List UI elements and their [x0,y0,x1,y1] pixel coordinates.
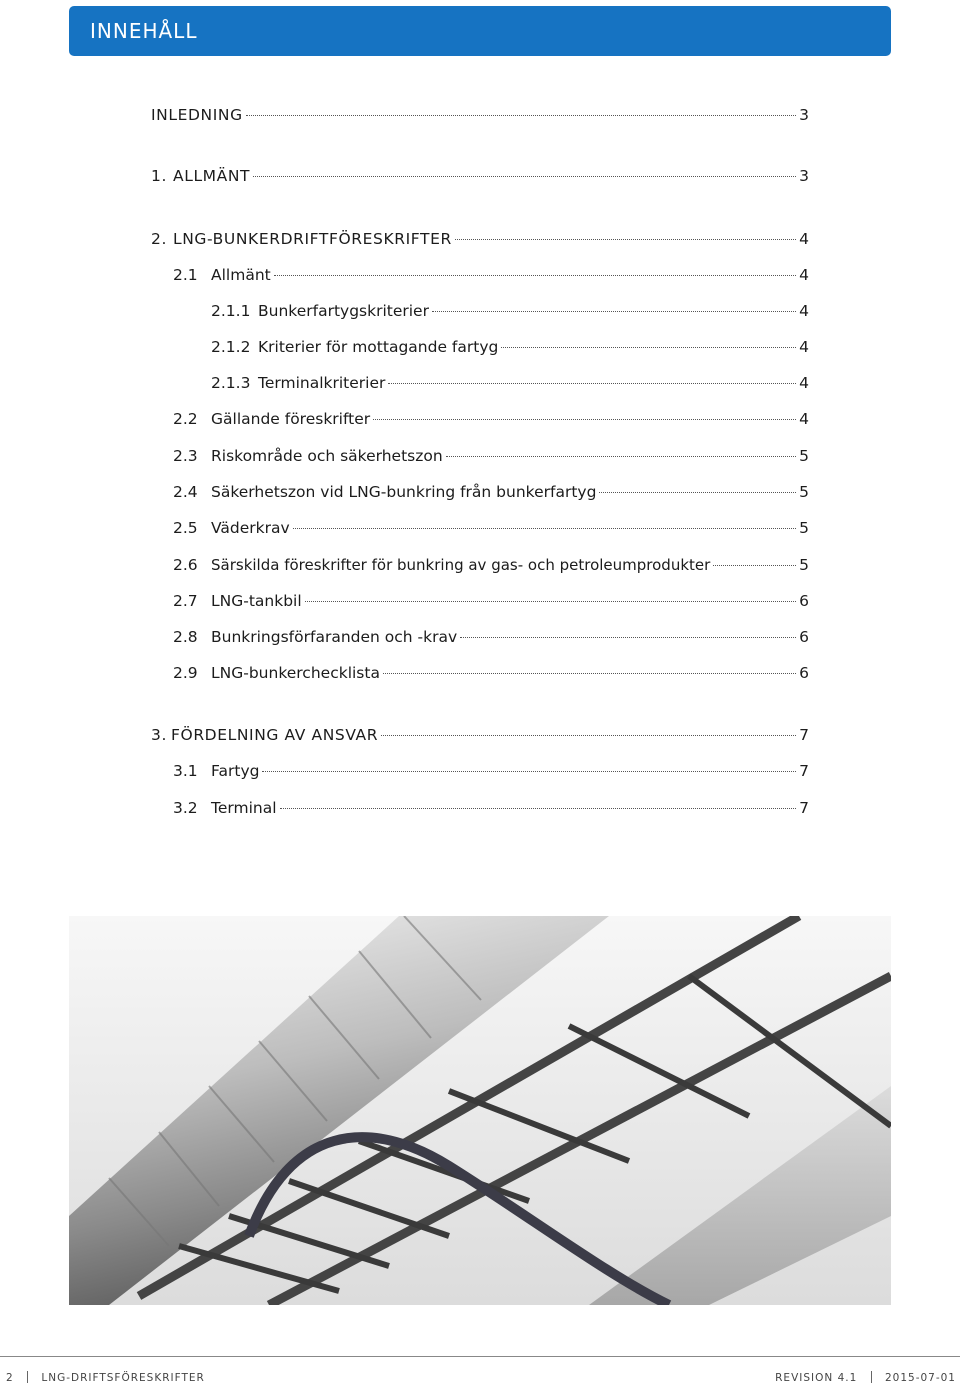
toc-leader-dots [388,383,796,384]
toc-entry-2-4[interactable] [173,483,809,505]
toc-entry-title: Kriterier för mottagande fartyg [258,338,499,356]
toc-entry-3-1[interactable] [173,762,809,784]
toc-leader-dots [383,673,796,674]
toc-page-number: 5 [799,447,809,465]
toc-page-number: 4 [799,302,809,320]
toc-page-number: 6 [799,628,809,646]
toc-entry-2-1-1[interactable] [211,302,809,324]
toc-entry-title: FÖRDELNING AV ANSVAR [171,726,379,744]
toc-leader-dots [253,176,796,177]
pipeline-photo [69,916,891,1305]
document-name: LNG-DRIFTSFÖRESKRIFTER [41,1372,205,1384]
toc-leader-dots [432,311,796,312]
toc-entry-number: 2.8 [173,628,198,646]
toc-page-number: 5 [799,556,809,574]
toc-entry-number: 2.3 [173,447,198,465]
toc-page-number: 3 [799,106,809,124]
toc-leader-dots [305,601,796,602]
toc-entry-title: Säkerhetszon vid LNG-bunkring från bunkerfartyg [211,483,597,501]
toc-entry-2-3[interactable] [173,447,809,469]
toc-page-number: 3 [799,167,809,185]
toc-entry-title: INLEDNING [151,106,243,124]
toc-entry-2-5[interactable] [173,519,809,541]
toc-entry-title: LNG-bunkerchecklista [211,664,380,682]
toc-leader-dots [293,528,796,529]
toc-page-number: 5 [799,483,809,501]
toc-entry-title: LNG-tankbil [211,592,302,610]
toc-entry-title: ALLMÄNT [173,167,251,185]
toc-page-number: 6 [799,664,809,682]
toc-entry-number: 2.1.3 [211,374,251,392]
revision-label: REVISION 4.1 [775,1372,858,1384]
toc-entry-number: 2.4 [173,483,198,501]
toc-entry-number: 2.2 [173,410,198,428]
toc-entry-number: 2.7 [173,592,198,610]
toc-entry-number: 1. [151,167,167,185]
toc-leader-dots [501,347,796,348]
toc-entry-number: 2.6 [173,556,198,574]
toc-entry-number: 2.1.2 [211,338,251,356]
toc-entry-title: Allmänt [211,266,271,284]
toc-page-number: 4 [799,266,809,284]
toc-page-number: 7 [799,762,809,780]
toc-entry-3[interactable] [151,726,809,748]
toc-entry-number: 2.9 [173,664,198,682]
toc-page-number: 4 [799,338,809,356]
toc-leader-dots [460,637,796,638]
toc-leader-dots [455,239,796,240]
revision-date: 2015-07-01 [884,1372,956,1384]
toc-page-number: 5 [799,519,809,537]
toc-entry-3-2[interactable] [173,799,809,821]
toc-entry-title: Bunkerfartygskriterier [258,302,429,320]
toc-page-number: 7 [799,726,809,744]
toc-page-number: 7 [799,799,809,817]
toc-entry-inledning[interactable] [151,106,809,128]
toc-entry-number: 3. [151,726,167,744]
toc-entry-2-9[interactable] [173,664,809,686]
footer-left [6,1371,205,1384]
toc-entry-title: Särskilda föreskrifter för bunkring av gas- och petroleumprodukter [211,556,711,574]
toc-entry-2-2[interactable] [173,410,809,432]
footer-separator [871,1371,872,1383]
toc-page-number: 4 [799,374,809,392]
toc-entry-2-1[interactable] [173,266,809,288]
toc-entry-title: Fartyg [211,762,260,780]
footer-separator [27,1371,28,1383]
toc-entry-title: LNG-BUNKERDRIFTFÖRESKRIFTER [173,230,452,248]
toc-entry-number: 2. [151,230,167,248]
toc-page-number: 4 [799,230,809,248]
toc-leader-dots [599,492,796,493]
toc-leader-dots [280,808,797,809]
toc-entry-number: 3.2 [173,799,198,817]
toc-entry-title: Väderkrav [211,519,290,537]
toc-entry-title: Terminalkriterier [258,374,386,392]
toc-leader-dots [713,565,796,566]
toc-entry-title: Bunkringsförfaranden och -krav [211,628,458,646]
toc-entry-title: Terminal [211,799,277,817]
footer-right [775,1371,956,1384]
toc-entry-title: Riskområde och säkerhetszon [211,447,443,465]
toc-leader-dots [274,275,796,276]
page-number: 2 [6,1372,14,1384]
toc-entry-2-7[interactable] [173,592,809,614]
toc-leader-dots [246,115,796,116]
toc-entry-number: 2.1.1 [211,302,251,320]
toc-leader-dots [262,771,796,772]
toc-entry-2-1-3[interactable] [211,374,809,396]
toc-entry-2-6[interactable] [173,556,809,578]
toc-entry-2-8[interactable] [173,628,809,650]
toc-page-number: 6 [799,592,809,610]
toc-entry-number: 2.5 [173,519,198,537]
toc-leader-dots [381,735,796,736]
toc-entry-title: Gällande föreskrifter [211,410,371,428]
toc-page-number: 4 [799,410,809,428]
toc-leader-dots [373,419,796,420]
toc-entry-1[interactable] [151,167,809,189]
toc-entry-2-1-2[interactable] [211,338,809,360]
toc-leader-dots [446,456,796,457]
toc-entry-number: 2.1 [173,266,198,284]
toc-entry-number: 3.1 [173,762,198,780]
pipeline-illustration [69,916,891,1305]
toc-entry-2[interactable] [151,230,809,252]
footer-rule [0,1356,960,1357]
toc-heading: INNEHÅLL [90,19,198,43]
